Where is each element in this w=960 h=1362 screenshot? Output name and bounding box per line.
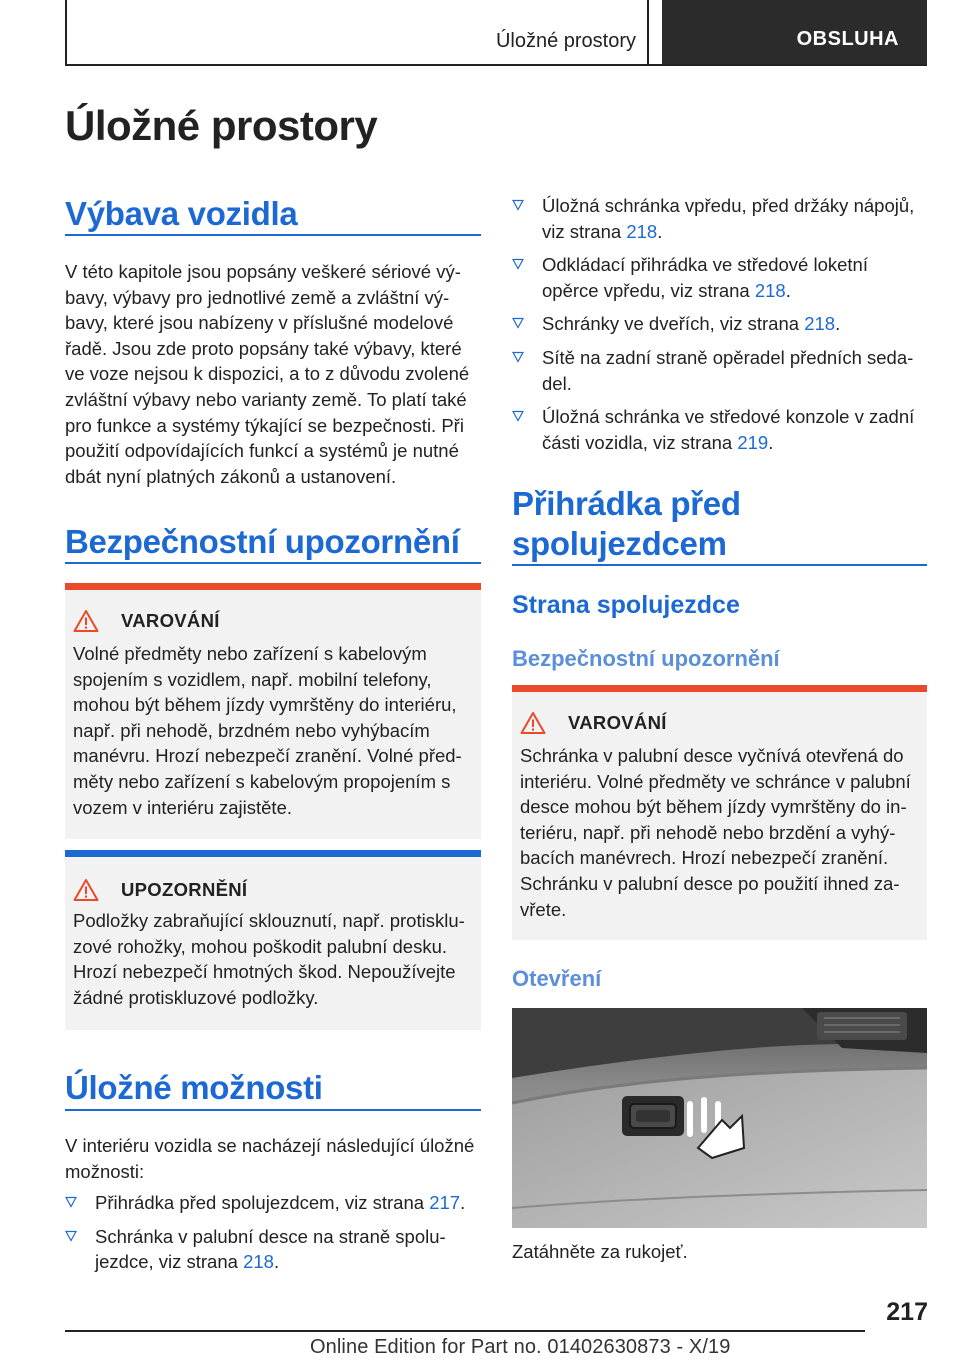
list-item [65, 1190, 481, 1216]
list-item-text: Schránky ve dveřích, viz strana [542, 313, 805, 335]
paragraph-line: bavy, které jsou nabízeny v příslušné modelové [65, 312, 454, 334]
notice-line: Podložky zabraňující sklouznutí, např. protisklu‐ [73, 910, 465, 931]
list-item-text: Odkládací přihrádka ve středové loketní opěrce vpředu, viz strana [542, 254, 868, 301]
paragraph-line: použití odpovídajících funkcí a systémů je nutné [65, 440, 459, 462]
heading-line: Přihrádka před [512, 485, 741, 522]
page-number: 217 [886, 1298, 928, 1326]
notice-line: žádné protiskluzové podložky. [73, 986, 319, 1008]
notice-header [73, 878, 247, 902]
glovebox-photo [512, 1008, 927, 1228]
subheading-strana: Strana spolujezdce [512, 591, 740, 619]
list-item [65, 1224, 481, 1275]
list-item-end: . [785, 279, 791, 301]
triangle-bullet-icon [512, 317, 524, 329]
subheading-bezpecnost: Bezpečnostní upozornění [512, 646, 780, 671]
triangle-bullet-icon [512, 258, 524, 270]
warning-header [73, 609, 220, 633]
page-link[interactable]: 219 [737, 431, 769, 453]
paragraph-line: V této kapitole jsou popsány veškeré sériové vý‐ [65, 261, 461, 282]
list-item-end: . [657, 220, 663, 242]
list-item [512, 311, 928, 337]
warning-bar [512, 685, 927, 692]
notice-title: UPOZORNĚNÍ [121, 879, 248, 900]
glovebox-illustration [512, 1008, 927, 1228]
triangle-bullet-icon [65, 1230, 77, 1242]
list-item-end: . [460, 1192, 466, 1213]
header-chapter-label: OBSLUHA [796, 27, 899, 50]
warning-text [520, 743, 921, 922]
triangle-bullet-icon [512, 351, 524, 363]
header-divider-mid [647, 0, 649, 66]
warning-line: manévru. Hrozí nebezpečí zranění. Volné před‐ [73, 745, 462, 767]
list-item-end: . [835, 313, 841, 335]
heading-bezpecnost: Bezpečnostní upozornění [65, 523, 460, 560]
warning-box [65, 583, 481, 839]
notice-box [65, 850, 481, 1030]
warning-box [512, 685, 927, 940]
warning-line: např. při nehodě, brzdném nebo vyhýbacím [73, 719, 430, 741]
paragraph-line: V interiéru vozidla se nacházejí následující úložné [65, 1135, 475, 1156]
warning-title: VAROVÁNÍ [568, 712, 667, 733]
notice-line: Hrozí nebezpečí hmotných škod. Nepoužívejte [73, 961, 456, 983]
page-link[interactable]: 218 [626, 220, 658, 242]
heading-moznosti: Úložné možnosti [65, 1069, 323, 1106]
paragraph-line: zvláštní výbavy nebo varianty země. To platí také [65, 388, 467, 410]
warning-triangle-icon [73, 609, 99, 633]
warning-triangle-icon [73, 878, 99, 902]
warning-line: bacích manévrech. Hrozí nebezpečí zranění. [520, 847, 889, 869]
page-link[interactable]: 218 [754, 279, 786, 301]
page-title: Úložné prostory [65, 102, 378, 149]
list-item [512, 345, 928, 396]
warning-line: Schránku v palubní desce po použití ihned za‐ [520, 872, 900, 894]
moznosti-paragraph [65, 1133, 481, 1184]
list-item [512, 252, 928, 303]
list-item-end: . [768, 431, 774, 453]
warning-line: desce mohou být během jízdy vymrštěny do in‐ [520, 796, 907, 818]
notice-bar [65, 850, 481, 857]
warning-line: interiéru. Volné předměty ve schránce v palubní [520, 770, 911, 792]
warning-line: Volné předměty nebo zařízení s kabelovým [73, 643, 427, 664]
header-section-title: Úložné prostory [495, 30, 636, 52]
page-link[interactable]: 218 [804, 313, 836, 335]
heading-rule [512, 564, 927, 566]
warning-header [520, 711, 667, 735]
warning-line: měty nebo zařízení s kabelovým propojením s [73, 770, 451, 792]
list-item-text: Úložná schránka ve středové konzole v zadní části vozidla, viz strana [542, 406, 915, 453]
list-item [512, 193, 928, 244]
warning-bar [65, 583, 481, 590]
warning-triangle-icon [520, 711, 546, 735]
list-item-text: Sítě na zadní straně opěradel předních seda‐ del. [542, 346, 914, 394]
photo-caption: Zatáhněte za rukojeť. [512, 1241, 688, 1262]
paragraph-line: řadě. Jsou zde proto popsány také výbavy, které [65, 337, 462, 359]
paragraph-line: bavy, výbavy pro jednotlivé země a zvláštní vý‐ [65, 286, 450, 308]
paragraph-line: ve voze nejsou k dispozici, a to z důvodu zvolené [65, 363, 470, 385]
vybava-paragraph [65, 259, 481, 489]
triangle-bullet-icon [512, 410, 524, 422]
header-chapter-tab [662, 0, 927, 64]
storage-list-right [512, 193, 928, 463]
header-rule [65, 64, 927, 66]
warning-line: vřete. [520, 898, 567, 920]
footer-edition: Online Edition for Part no. 01402630873 - X/19 [310, 1336, 731, 1358]
notice-line: zové rohožky, mohou poškodit palubní desku. [73, 935, 447, 957]
heading-rule [65, 562, 481, 564]
header-divider-left [65, 0, 67, 66]
heading-vybava: Výbava vozidla [65, 195, 298, 232]
heading-rule [65, 234, 481, 236]
paragraph-line: pro funkce a systémy týkající se bezpečnosti. Při [65, 414, 464, 436]
heading-rule [65, 1109, 481, 1111]
warning-line: mohou být během jízdy vymrštěny do interiéru, [73, 694, 457, 716]
heading-prihradka [512, 484, 741, 564]
storage-list-left [65, 1190, 481, 1283]
warning-line: teriéru, např. při nehodě nebo brzdění a vyhý‐ [520, 821, 896, 843]
paragraph-line: dbát nyní platných zákonů a ustanovení. [65, 465, 397, 487]
list-item-end: . [273, 1251, 280, 1273]
warning-text [73, 641, 475, 820]
warning-line: spojením s vozidlem, např. mobilní telefony, [73, 668, 432, 690]
notice-text [73, 908, 475, 1010]
list-item-text: Úložná schránka vpředu, před držáky nápojů, viz strana [542, 195, 915, 242]
list-item-text: Přihrádka před spolujezdcem, viz strana [95, 1192, 430, 1213]
warning-title: VAROVÁNÍ [121, 610, 220, 631]
warning-line: vozem v interiéru zajistěte. [73, 796, 293, 818]
warning-line: Schránka v palubní desce vyčnívá otevřená do [520, 745, 904, 766]
subheading-otevreni: Otevření [512, 966, 602, 991]
list-item [512, 404, 928, 455]
page-link[interactable]: 217 [429, 1192, 461, 1213]
list-item-text: Schránka v palubní desce na straně spolu‐ jezdce, viz strana [95, 1225, 446, 1273]
triangle-bullet-icon [65, 1196, 77, 1208]
page-link[interactable]: 218 [243, 1251, 274, 1273]
heading-line: spolujezdcem [512, 525, 727, 562]
paragraph-line: možnosti: [65, 1160, 145, 1182]
footer-rule [65, 1330, 865, 1332]
triangle-bullet-icon [512, 199, 524, 211]
